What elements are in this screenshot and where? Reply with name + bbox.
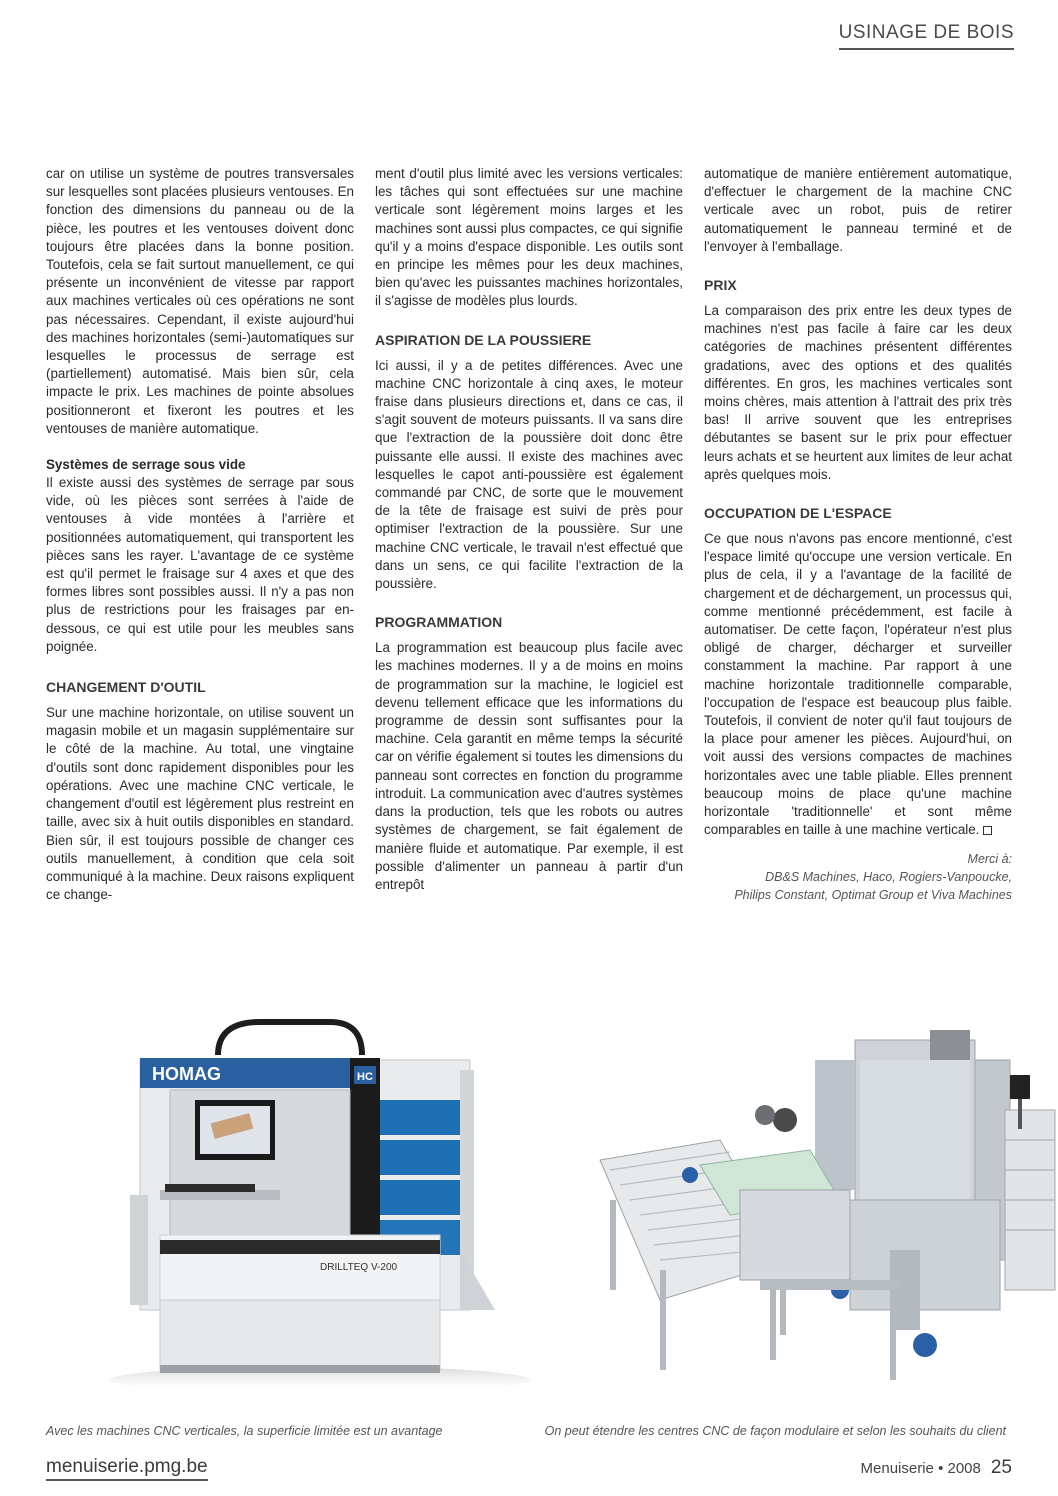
footer-website-link[interactable]: menuiserie.pmg.be: [46, 1455, 208, 1481]
column-2: [375, 165, 683, 894]
paragraph: La comparaison des prix entre les deux types de machines n'est pas facile à faire car les deux catégories de machines présentent différentes gradations, avec des options et des qualités différentes. En gros, les machines verticales sont moins chères, mais attention à l'attrait des prix très bas! Il arrive souvent que les entreprises débutantes se basent sur le prix pour effectuer leurs achats et se heurtent aux limites de leur achat après quelques mois.: [704, 303, 1012, 482]
caption-right: On peut étendre les centres CNC de façon modulaire et selon les souhaits du client: [544, 1424, 1006, 1438]
paragraph: Il existe aussi des systèmes de serrage par sous vide, où les pièces sont serrées à l'aide de ventouses à vide montées à l'arrière et positionnées automatiquement, qui transportent les pièces sans les rayer. L'avantage de ce système est qu'il permet le fraisage sur 4 axes et que des formes libres sont possibles aussi. Il n'y a pas non plus de restrictions pour les fraisages par en-dessous, ce qui est utile pour les meubles sans poignée.: [46, 475, 354, 654]
footer-publication: [861, 1456, 1012, 1481]
heading-tool-change: CHANGEMENT D'OUTIL: [46, 679, 206, 696]
paragraph: automatique de manière entièrement automatique, d'effectuer le chargement de la machine CNC verticale avec un robot, puis de retirer automatiquement le panneau terminé et de l'envoyer à l'emballage.: [704, 166, 1012, 254]
paragraph: La programmation est beaucoup plus facile avec les machines modernes. Il y a de moins en moins de programmation sur la machine, le logiciel est devenu tellement efficace que les informations du programme de dessin sont suffisantes pour la machine. Cela garantit en même temps la sécurité car on vérifie également si toutes les dimensions du panneau sont correctes en fonction du programme introduit. La communication avec d'autres systèmes dans la production, tels que les robots ou autres systèmes de chargement, se fait également de manière fluide et automatique. Par exemple, il est possible d'alimenter un panneau à partir d'un entrepôt: [375, 640, 683, 892]
caption-left: Avec les machines CNC verticales, la superficie limitée est un avantage: [46, 1424, 443, 1438]
publication-name: Menuiserie • 2008: [860, 1460, 981, 1477]
paragraph: Sur une machine horizontale, on utilise souvent un magasin mobile et un magasin supplémentaire sur le côté de la machine. Au total, une vingtaine d'outils sont donc rapidement disponibles pour les opérations. Avec une machine CNC verticale, le changement d'outil est légèrement plus restreint en taille, avec six à huit outils disponibles en standard. Bien sûr, il est toujours possible de changer ces outils manuellement, à condition que cela soit communiqué à la machine. Deux raisons expliquent ce change-: [46, 705, 354, 903]
paragraph: Ici aussi, il y a de petites différences. Avec une machine CNC horizontale à cinq axes, le moteur fraise dans plusieurs directions et, dans ce cas, il s'agit souvent de moteurs puissants. Il va sans dire que l'extraction de la poussière doit donc être puissante elle aussi. Il existe des machines avec lesquelles le capot anti-poussière est également commandé par CNC, de sorte que le mouvement de la tête de fraisage est suivi de près pour optimiser l'extraction de la poussière. Sur une machine CNC verticale, le travail n'est effectué que dans un sens, ce qui facilite l'extraction de la poussière.: [375, 357, 683, 592]
brand-logo-text: HOMAG: [152, 1064, 221, 1084]
page-number: 25: [990, 1457, 1012, 1478]
credits-line: Philips Constant, Optimat Group et Viva Machines: [734, 887, 1012, 902]
credits-line: DB&S Machines, Haco, Rogiers-Vanpoucke,: [765, 869, 1012, 884]
heading-programming: PROGRAMMATION: [375, 614, 503, 631]
heading-dust-extraction: ASPIRATION DE LA POUSSIERE: [375, 331, 592, 348]
modular-cnc-line-photo: [590, 1000, 1058, 1410]
model-label: DRILLTEQ V-200: [320, 1262, 398, 1273]
credits-line: Merci à:: [967, 851, 1012, 866]
vertical-cnc-machine-photo: [100, 1000, 540, 1400]
heading-space: OCCUPATION DE L'ESPACE: [704, 505, 892, 522]
credits: [704, 850, 1012, 904]
logo-mark: HC: [357, 1071, 373, 1083]
paragraph: Ce que nous n'avons pas encore mentionné, c'est l'espace limité qu'occupe une version verticale. En plus de cela, il y a l'avantage de la facilité de chargement et de déchargement, un processus qui, comme mentionné précédemment, est facile à automatiser. De cette façon, l'opérateur n'est plus obligé de charger, décharger et surveiller constamment la machine. Par rapport à une machine horizontale traditionnelle comparable, l'occupation de l'espace est beaucoup plus faible. Toutefois, il convient de noter qu'il faut toujours de la place pour amener les pièces. Aujourd'hui, on voit aussi des versions compactes de machines horizontales avec une table pliable. Elles prennent beaucoup moins de place qu'une machine horizontale 'traditionnelle' et sont même comparables en taille à une machine verticale.: [704, 531, 1012, 838]
heading-price: PRIX: [704, 277, 737, 294]
column-1: [46, 165, 354, 904]
paragraph: car on utilise un système de poutres transversales sur lesquelles sont placées plusieurs ventouses. En fonction des dimensions du panneau ou de la pièce, les poutres et les ventouses doivent donc toujours être placées dans la bonne position. Toutefois, cela se fait surtout manuellement, ce qui présente un inconvénient de vitesse par rapport aux machines verticales où ces opérations ne sont pas nécessaires. Cependant, il existe aujourd'hui des machines horizontales (semi-)automatiques sur lesquelles le processus de serrage est (partiellement) automatisé. Mais bien sûr, cela impacte le prix. Les machines de pointe absolues positionneront et fixeront les poutres et les ventouses de manière automatique.: [46, 166, 354, 436]
end-of-article-icon: [983, 826, 992, 835]
subheading-vacuum: Systèmes de serrage sous vide: [46, 457, 246, 473]
column-3: [704, 165, 1012, 904]
section-title: USINAGE DE BOIS: [839, 20, 1014, 50]
paragraph: ment d'outil plus limité avec les versions verticales: les tâches qui sont effectuées sur une machine verticale sont légèrement moins larges et les machines sont aussi plus compactes, ce qui signifie qu'il y a moins d'espace disponible. Les outils sont en principe les mêmes pour les deux machines, bien qu'avec les puissantes machines horizontales, il s'agisse de modèles plus lourds.: [375, 166, 683, 309]
